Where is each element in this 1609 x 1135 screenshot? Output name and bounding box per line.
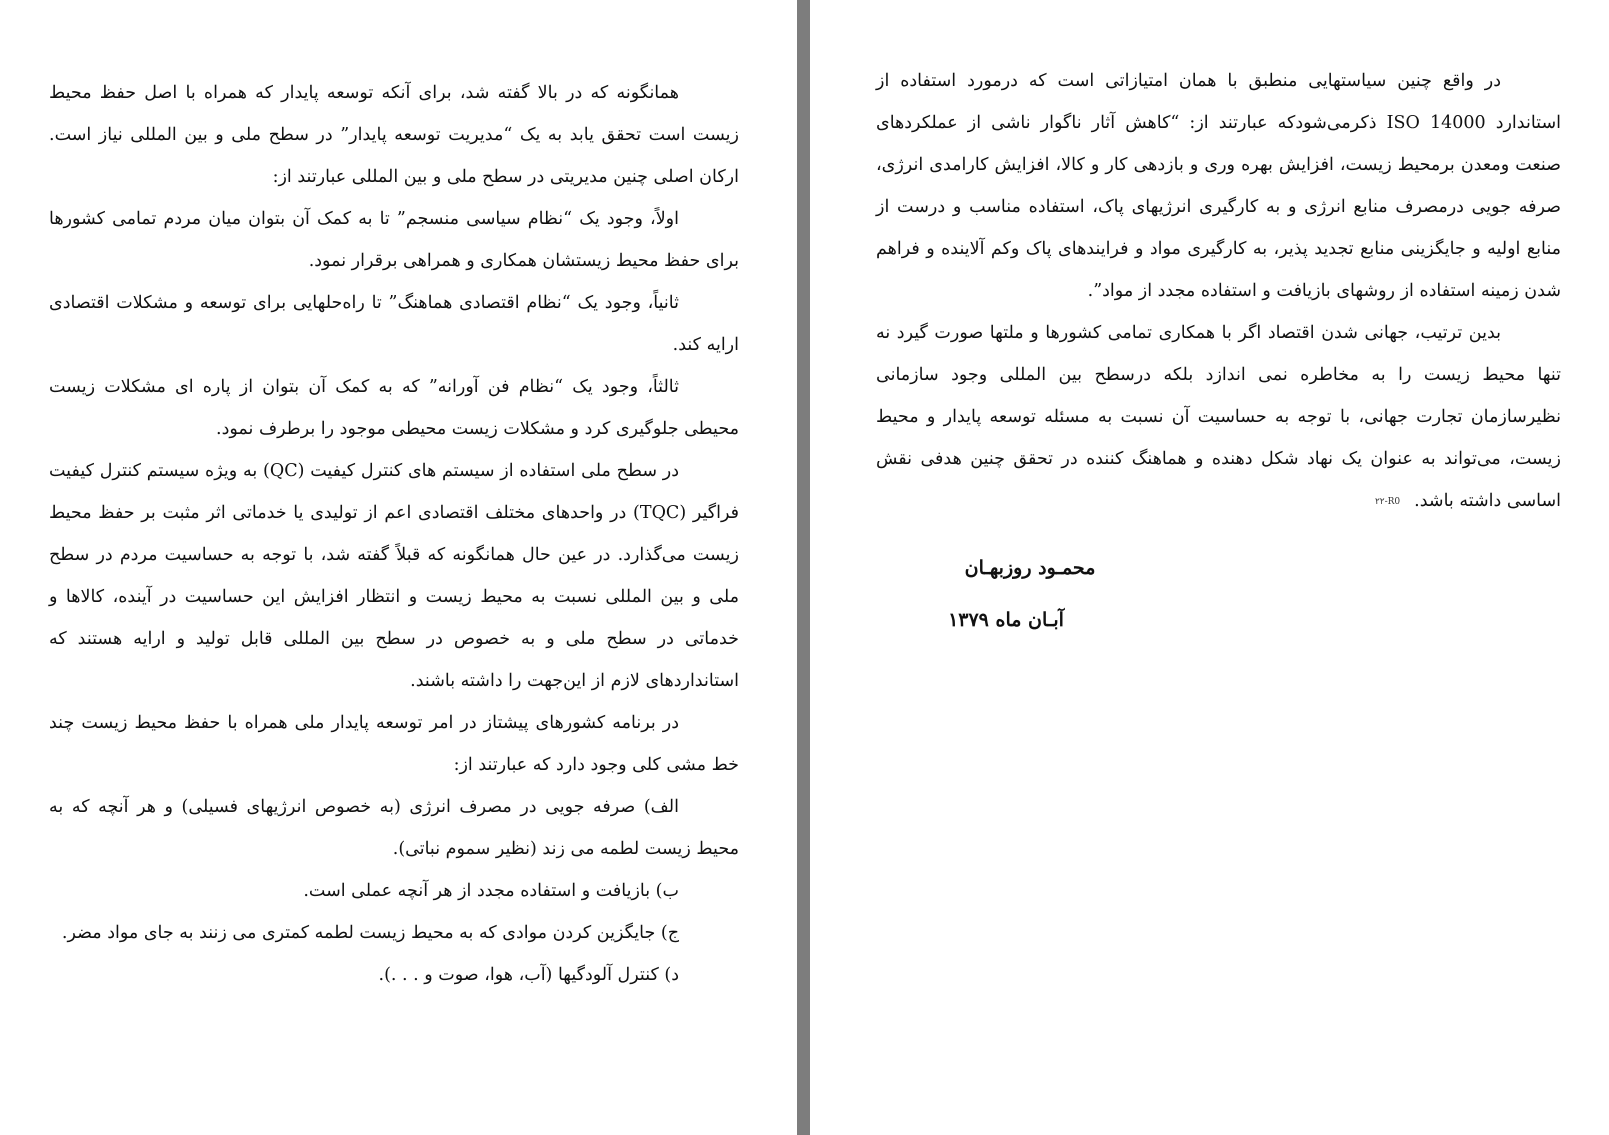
paragraph: در برنامه کشورهای پیشتاز در امر توسعه پایدار ملی همراه با حفظ محیط زیست چند خط مشی کلی وجود دارد که عبارتند از:	[49, 713, 739, 775]
list-item: الف) صرفه جویی در مصرف انرژی (به خصوص انرژیهای فسیلی) و هر آنچه که به محیط زیست لطمه می زند (نظیر سموم نباتی).	[49, 797, 739, 859]
paragraph: ثانیاً، وجود یک “نظام اقتصادی هماهنگ” تا راه‌حلهایی برای توسعه و مشکلات اقتصادی ارایه کند.	[49, 293, 739, 355]
list-item: ج) جایگزین کردن موادی که به محیط زیست لطمه کمتری می زنند به جای مواد مضر.	[61, 923, 679, 943]
right-page-body	[876, 60, 1561, 523]
paragraph: در واقع چنین سیاستهایی منطبق با همان امتیازاتی است که درمورد استفاده از استاندارد ISO 14000 ذکرمی‌شودکه عبارتند از: “کاهش آثار ناگوار ناشی از عملکردهای صنعت ومعدن برمحیط زیست، افزایش بهره وری و بازدهی کار و کالا، افزایش کارامدی انرژی، صرفه جویی درمصرف منابع انرژی و به کارگیری انرژیهای پاک، استفاده مناسب و درست از منابع اولیه و جایگزینی منابع تجدید پذیر، به کارگیری مواد و فرایندهای پاک وکم آلاینده و فراهم شدن زمینه استفاده از روشهای بازیافت و استفاده مجدد از مواد”.	[876, 71, 1561, 301]
footnote-mark: R0-٢٢	[1374, 496, 1401, 507]
list-item: د) کنترل آلودگیها (آب، هوا، صوت و . . .).	[378, 965, 679, 985]
paragraph	[876, 312, 1561, 523]
author-signature: محمـود روزبهـان	[964, 557, 1096, 579]
list-item: ب) بازیافت و استفاده مجدد از هر آنچه عملی است.	[303, 881, 679, 901]
paragraph: در سطح ملی استفاده از سیستم های کنترل کیفیت (QC) به ویژه سیستم کنترل کیفیت فراگیر (TQC) در واحدهای مختلف اقتصادی اعم از تولیدی یا خدماتی اثر مثبت بر حفظ محیط زیست می‌گذارد. در عین حال همانگونه که قبلاً گفته شد، با توجه به حساسیت مردم در سطح ملی و بین المللی نسبت به محیط زیست و انتظار افزایش این حساسیت در آینده، کالاها و خدماتی در سطح ملی و به خصوص در سطح بین المللی قابل تولید و ارایه هستند که استانداردهای لازم از این‌جهت را داشته باشند.	[49, 461, 740, 691]
left-page	[0, 0, 797, 1135]
paragraph: ثالثاً، وجود یک “نظام فن آورانه” که به کمک آن بتوان از پاره ای مشکلات زیست محیطی جلوگیری کرد و مشکلات زیست محیطی موجود را برطرف نمود.	[49, 377, 739, 439]
page-gutter-divider	[797, 0, 810, 1135]
signature-date: آبـان ماه ١٣٧٩	[948, 609, 1064, 631]
paragraph-text: بدین ترتیب، جهانی شدن اقتصاد اگر با همکاری تمامی کشورها و ملتها صورت گیرد نه تنها محیط زیست را به مخاطره نمی اندازد بلکه درسطح بین المللی وجود سازمانی نظیرسازمان تجارت جهانی، با توجه به حساسیت آن نسبت به مسئله توسعه پایدار و محیط زیست، می‌تواند به عنوان یک نهاد شکل دهنده و هماهنگ کننده در تحقق چنین هدفی نقش اساسی داشته باشد.	[876, 323, 1561, 511]
paragraph: اولاً، وجود یک “نظام سیاسی منسجم” تا به کمک آن بتوان میان مردم تمامی کشورها برای حفظ محیط زیستشان همکاری و همراهی برقرار نمود.	[49, 209, 739, 271]
left-page-body	[49, 72, 739, 996]
paragraph: همانگونه که در بالا گفته شد، برای آنکه توسعه پایدار که همراه با اصل حفظ محیط زیست است تحقق یابد به یک “مدیریت توسعه پایدار” در سطح ملی و بین المللی نیاز است. ارکان اصلی چنین مدیریتی در سطح ملی و بین المللی عبارتند از:	[49, 83, 739, 187]
